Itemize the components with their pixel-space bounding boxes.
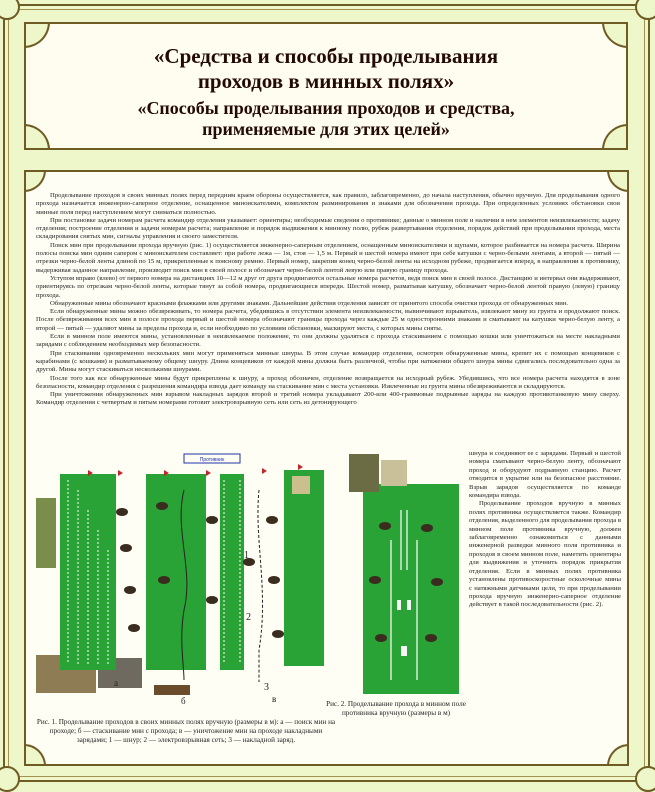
paragraph: Проделывание проходов вручную в минных полях противника осуществляется также. Командир отделения, выделенного для проделывания прохода в минном поле противника вручную, должен заблаговременно ознакомиться с данными инженерной разведки минного поля противника и проходов в своем минном поле, наметить ориентиры для выдвижения и уточнить порядок прикрытия отделения. Если в минных полях противника установлены противоскоростные осколочные мины с натяжными датчиками цели, то при проделывании прохода вручную инженерно-саперное отделение действует в такой последовательности (рис. 2).: [469, 500, 622, 609]
body-text: [36, 192, 620, 408]
title-line-1: «Средства и способы проделывания: [153, 44, 499, 68]
paragraph: Уступом вправо (влево) от первого номера на дистанциях 10—12 м друг от друга продвигаются остальные номера расчетов, ведя поиск мин в своей полосе. Дистанцию и интервал они выдерживают, ориентируясь по отрезкам черно-белой ленты, которые тянут за собой номера, продвигающиеся впереди. Шестой номер, разматывая катушку, обозначает черно-белой лентой правую (левую) границу прохода.: [36, 274, 620, 299]
corner-ornament: [635, 766, 655, 792]
number-label-3: 3: [264, 682, 269, 693]
enemy-label: Противник: [199, 457, 225, 463]
minefield-strip-c: [284, 470, 324, 666]
photo: [292, 476, 310, 494]
figure-1-caption: Рис. 1. Проделывание проходов в своих минных полях вручную (размеры в м): а — поиск мин на проходе; б — стаскивание мин с прохода; в — уничтожение мин на проходе накладными зарядами; 1 — шнур; 2 — электровзрывная сеть; 3 — накладной заряд.: [36, 718, 336, 744]
paragraph: Проделывание проходов в своих минных полях перед передним краем обороны осуществляется, как правило, заблаговременно, до начала наступления, обычно вручную. Для проделывания одного прохода назначается инженерно-саперное отделение, оснащенное миноискателями, комплектом разминирования и знаками для обозначения прохода. При определенных условиях обстановки свои минные поля перед наступлением могут сниматься полностью.: [36, 192, 620, 216]
page-title: [26, 44, 626, 94]
label-b: б: [181, 696, 186, 706]
paragraph: При уничтожении обнаруженных мин взрывом накладных зарядов второй и третий номера укладывают 200-или 400-граммовые подрывные заряды на каждую противотанковую мину сверху. Командир отделения с четвертым и пятым номерами готовит электровзрывную сеть или сеть из детонирующего: [36, 391, 620, 407]
corner-ornament: [0, 766, 20, 792]
page-subtitle: [26, 98, 626, 140]
panel-corner: [607, 744, 629, 766]
number-label-2: 2: [246, 612, 251, 623]
label-v: в: [272, 694, 277, 704]
photo: [36, 498, 56, 568]
title-panel: [24, 22, 628, 150]
subtitle-line-1: «Способы проделывания проходов и средства,: [137, 98, 515, 118]
content-panel: [24, 170, 629, 766]
photo: [381, 460, 407, 486]
paragraph: Обнаруженные мины обозначают красными флажками или другими знаками. Дальнейшие действия отделения зависят от принятого способа очистки прохода от обнаруженных мин.: [50, 299, 569, 307]
panel-corner: [24, 170, 46, 192]
title-line-2: проходов в минных полях»: [197, 69, 455, 93]
panel-corner: [24, 744, 46, 766]
paragraph: Если обнаруженные мины можно обезвреживать, то номера расчета, убедившись в отсутствии элемента неизвлекаемости, вывинчивают взрыватель, извлекают мину из грунта и продолжают поиск. После обезвреживания всех мин в полосе прохода первый и шестой номера обозначают границы прохода через каждые 25 м односторонними знаками и сматывают на катушки черно-белую ленту, а второй — пятый — удаляют мины за пределы прохода и, если необходимо по условиям обстановки, маскируют места, с которых мины сняты.: [36, 308, 620, 332]
figure-2-caption: Рис. 2. Проделывание прохода в минном поле противника вручную (размеры в м): [326, 700, 466, 717]
paragraph: шнура и соединяют ее с зарядами. Первый и шестой номера сматывают черно-белую ленту, обозначают проход и оборудуют подрывную станцию. Расчет отводится в укрытие или на безопасное расстояние. Взрыв зарядов осуществляется по команде командира взвода.: [469, 450, 621, 500]
enemy-minefield: [363, 484, 459, 694]
photo: [349, 454, 379, 492]
number-label-1: 1: [244, 550, 249, 561]
panel-corner: [607, 170, 629, 192]
figure-1-diagram: [34, 450, 338, 715]
paragraph: При стаскивании одновременно нескольких мин могут применяться минные шнуры. В этом случае командир отделения, осмотрев обнаруженные мины, крепит их с помощью концевиков с карабинами (с кошками) и разматываемому общему шнуру. Длина концевиков от каждой мины должна быть различной, чтобы при натяжении общего шнура мины сдвигались последовательно одна за другой. Мины могут стаскиваться несколькими шнурами.: [36, 349, 620, 374]
subtitle-line-2: применяемые для этих целей»: [202, 119, 450, 139]
minefield-strip-b: [146, 474, 206, 670]
paragraph: Поиск мин при проделывании прохода вручную (рис. 1) осуществляется инженерно-саперным отделением, оснащенным миноискателями и щупами, которое разбивается на номера расчета. Ширина полосы поиска мин одним сапером с миноискателем составляет: при работе лежа — 1м, стоя — 1,5 м. Первый и шестой номера имеют при себе катушки с черно-белыми лентами, а второй — пятый — отрезки черно-белой ленты длиной по 15 м, прикрепленные к поясному ремню. Первый номер, закрепив конец черно-белой ленты на исходном рубеже, продвигается вперед, в направлении к противнику, выдерживая заданное направление, производит поиск мин в своей полосе и обозначает черно-белой лентой левую или правую границу прохода.: [36, 241, 620, 274]
label-a: а: [114, 678, 118, 688]
side-text: [469, 450, 621, 610]
paragraph: Если в минном поле имеются мины, установленные в неизвлекаемое положение, то они должны удаляться с прохода стаскиванием с помощью кошки или уничтожаться на месте накладными зарядами с соблюдением необходимых мер безопасности.: [36, 333, 620, 349]
figure-2-diagram: [345, 450, 465, 715]
paragraph: После того как все обнаруженные мины будут прикреплены к шнуру, а проход обозначен, отделение возвращается на исходный рубеж. Убедившись, что все номера расчета находятся в зоне безопасности, командир отделения с разрешения командира взвода дает команду на стаскивание мин с места установки. Извлеченные из грунта мины обезвреживаются и складируются.: [36, 374, 620, 390]
photo: [154, 685, 190, 695]
electric-net-line: [258, 490, 263, 682]
paragraph: При постановке задачи номерам расчета командир отделения указывает: ориентиры; необходимые сведения о противнике; данные о минном поле и наличии в нем элементов неизвлекаемости; задачу отделения; построение отделения и задачи номерам расчета; направление и порядок выдвижения к минному полю, рубеж развертывания отделения, порядок действий при проделывании прохода, места складирования снятых мин, сигналы управления и своего заместителя.: [36, 216, 620, 241]
